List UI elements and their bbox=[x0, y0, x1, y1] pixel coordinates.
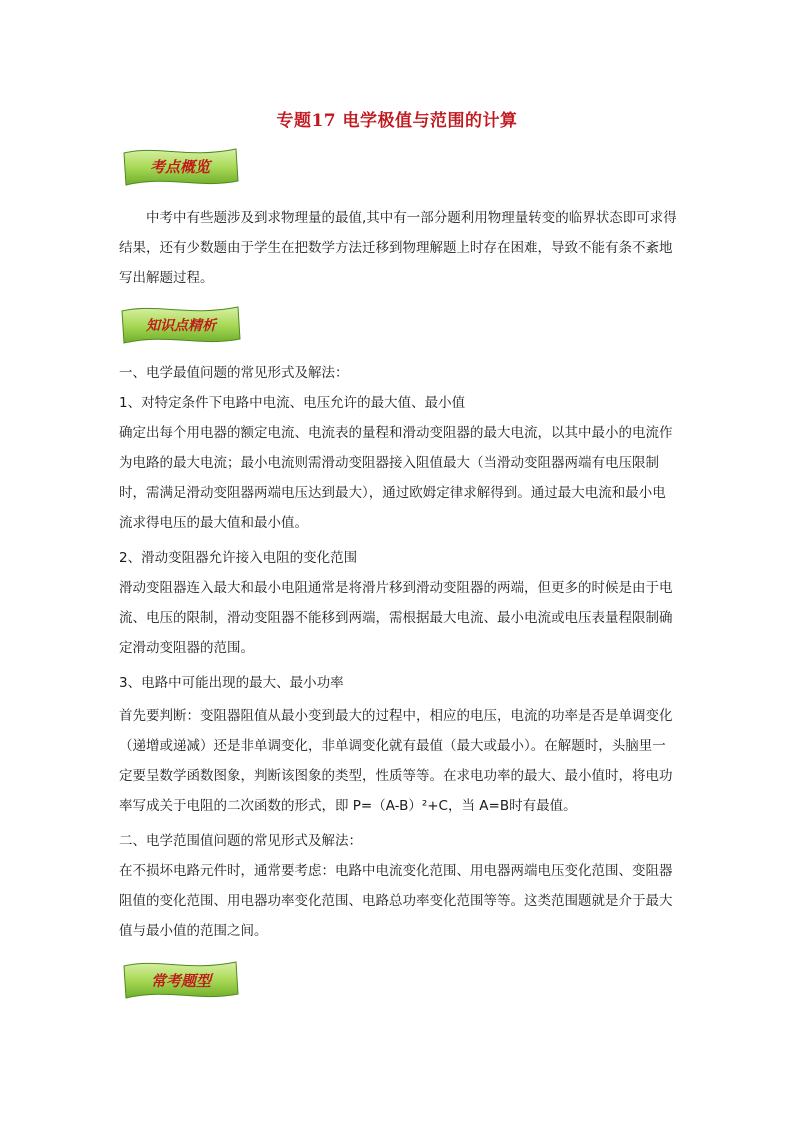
section1-1-text: 确定出每个用电器的额定电流、电流表的量程和滑动变阻器的最大电流，以其中最小的电流作为电路的最大电流；最小电流则需滑动变阻器接入阻值最大（当滑动变阻器两端有电压限制时，需满足滑动变阻器两端电压达到最大），通过欧姆定律求解得到。通过最大电流和最小电流求得电压的最大值和最小值。 bbox=[119, 425, 673, 531]
intro-paragraph: 中考中有些题涉及到求物理量的最值,其中有一部分题利用物理量转变的临界状态即可求得结果，还有少数题由于学生在把数学方法迁移到物理解题上时存在困难，导致不能有条不紊地写出解题过程。 bbox=[119, 210, 677, 286]
section1-2-text: 滑动变阻器连入最大和最小电阻通常是将滑片移到滑动变阻器的两端，但更多的时候是由于电流、电压的限制，滑动变阻器不能移到两端，需根据最大电流、最小电流或电压表量程限制确定滑动变阻器的范围。 bbox=[119, 580, 673, 656]
section1-3-text: 首先要判断：变阻器阻值从最小变到最大的过程中，相应的电压，电流的功率是否是单调变化（递增或递减）还是非单调变化，非单调变化就有最值（最大或最小）。在解题时，头脑里一定要呈数学函数图象，判断该图象的类型，性质等等。在求电功率的最大、最小值时，将电功率写成关于电阻的二次函数的形式，即 P=（A-B）²+C，当 A=B时有最值。 bbox=[119, 708, 673, 814]
section1-3-heading: 3、电路中可能出现的最大、最小功率 bbox=[119, 675, 344, 691]
banner-knowledge-label: 知识点精析 bbox=[146, 318, 216, 334]
section1-1-heading: 1、对特定条件下电路中电流、电压允许的最大值、最小值 bbox=[119, 395, 466, 411]
section2-text: 在不损坏电路元件时，通常要考虑：电路中电流变化范围、用电器两端电压变化范围、变阻器阻值的变化范围、用电器功率变化范围、电路总功率变化范围等等。这类范围题就是介于最大值与最小值的范围之间。 bbox=[119, 863, 673, 939]
banner-types bbox=[118, 958, 243, 1006]
section1-heading: 一、电学最值问题的常见形式及解法： bbox=[119, 365, 349, 381]
page-title: 专题17 电学极值与范围的计算 bbox=[276, 111, 518, 131]
banner-knowledge bbox=[118, 303, 243, 351]
banner-overview-label: 考点概览 bbox=[149, 158, 211, 176]
banner-ribbon-graphic bbox=[118, 143, 243, 191]
banner-ribbon-graphic bbox=[118, 958, 243, 1006]
banner-overview bbox=[118, 143, 243, 191]
banner-types-label: 常考题型 bbox=[150, 972, 212, 990]
section2-heading: 二、电学范围值问题的常见形式及解法： bbox=[119, 833, 362, 849]
section1-2-heading: 2、滑动变阻器允许接入电阻的变化范围 bbox=[119, 550, 358, 566]
banner-ribbon-graphic bbox=[118, 303, 243, 351]
